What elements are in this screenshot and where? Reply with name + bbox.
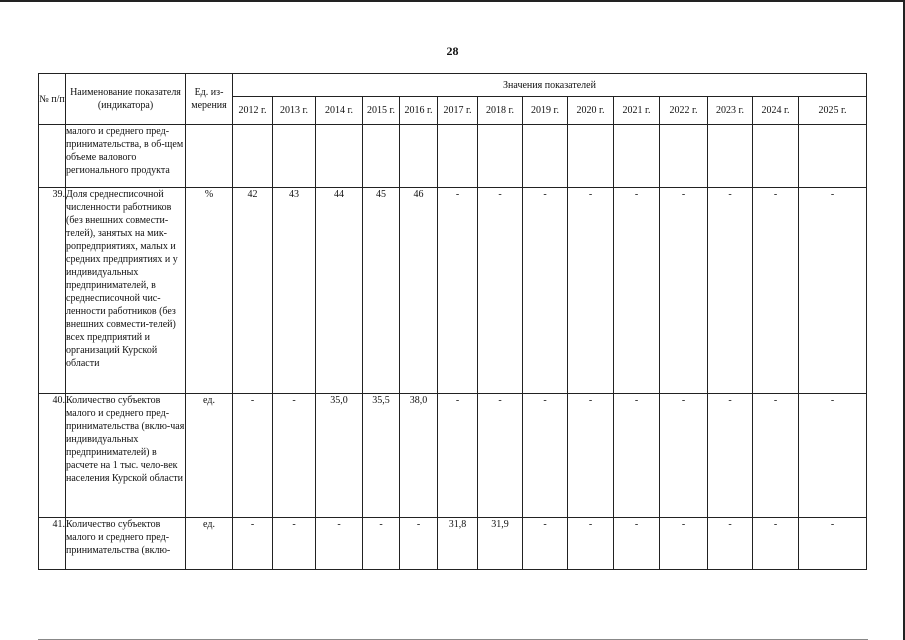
value-cell: 44: [316, 188, 363, 394]
year-header: 2019 г.: [523, 97, 568, 125]
value-cell: -: [568, 394, 614, 518]
value-cell: -: [273, 518, 316, 570]
value-cell: -: [708, 394, 753, 518]
row-number: 41.: [39, 518, 66, 570]
value-cell: -: [614, 394, 660, 518]
value-cell: -: [660, 188, 708, 394]
value-cell: -: [708, 188, 753, 394]
value-cell: 31,9: [478, 518, 523, 570]
value-cell: -: [568, 518, 614, 570]
row-number: 40.: [39, 394, 66, 518]
col-header-name: Наименование показателя (индикатора): [66, 74, 186, 125]
value-cell: -: [478, 394, 523, 518]
value-cell: -: [568, 188, 614, 394]
year-header: 2023 г.: [708, 97, 753, 125]
value-cell: -: [614, 518, 660, 570]
year-header: 2017 г.: [438, 97, 478, 125]
value-cell: -: [523, 394, 568, 518]
value-cell: 38,0: [400, 394, 438, 518]
table-row: [39, 518, 867, 570]
value-cell: 45: [363, 188, 400, 394]
year-header: 2018 г.: [478, 97, 523, 125]
indicators-table: [38, 73, 867, 570]
col-header-values-group: Значения показателей: [233, 74, 867, 97]
year-header: 2012 г.: [233, 97, 273, 125]
year-header: 2024 г.: [753, 97, 799, 125]
indicator-name: Количество субъектов малого и среднего пред-принимательства (вклю-: [66, 518, 186, 570]
value-cell: -: [799, 188, 867, 394]
continuation-row: [39, 125, 867, 188]
value-cell: -: [753, 394, 799, 518]
value-cell: 31,8: [438, 518, 478, 570]
table-row: [39, 188, 867, 394]
value-cell: 35,5: [363, 394, 400, 518]
value-cell: -: [523, 518, 568, 570]
value-cell: -: [363, 518, 400, 570]
page-number: 28: [446, 44, 459, 58]
value-cell: -: [753, 188, 799, 394]
table-row: [39, 394, 867, 518]
year-header: 2016 г.: [400, 97, 438, 125]
value-cell: 35,0: [316, 394, 363, 518]
value-cell: -: [400, 518, 438, 570]
year-header: 2015 г.: [363, 97, 400, 125]
value-cell: -: [233, 518, 273, 570]
year-header: 2013 г.: [273, 97, 316, 125]
value-cell: -: [799, 394, 867, 518]
indicator-name: Доля среднесписочной численности работников (без внешних совмести-телей), занятых на мик-ропредприятиях, малых и средних предприятиях и у индивидуальных предпринимателей, в среднесписочной чис-ленности работников (без внешних совмести-телей) всех предприятий и организаций Курской области: [66, 188, 186, 394]
row-number: 39.: [39, 188, 66, 394]
value-cell: -: [660, 518, 708, 570]
value-cell: -: [614, 188, 660, 394]
unit-cell: ед.: [186, 394, 233, 518]
value-cell: -: [316, 518, 363, 570]
value-cell: -: [799, 518, 867, 570]
value-cell: -: [753, 518, 799, 570]
year-header: 2021 г.: [614, 97, 660, 125]
value-cell: 42: [233, 188, 273, 394]
continuation-text: малого и среднего пред-принимательства, в об-щем объеме валового регионального продукта: [66, 125, 186, 188]
year-header: 2022 г.: [660, 97, 708, 125]
value-cell: -: [660, 394, 708, 518]
value-cell: -: [478, 188, 523, 394]
year-header: 2020 г.: [568, 97, 614, 125]
indicator-name: Количество субъектов малого и среднего пред-принимательства (вклю-чая индивидуальных предпринимателей) в расчете на 1 тыс. чело-век населения Курской области: [66, 394, 186, 518]
value-cell: -: [523, 188, 568, 394]
unit-cell: ед.: [186, 518, 233, 570]
col-header-unit: Ед. из-мерения: [186, 74, 233, 125]
value-cell: 46: [400, 188, 438, 394]
value-cell: -: [273, 394, 316, 518]
year-header: 2014 г.: [316, 97, 363, 125]
unit-cell: %: [186, 188, 233, 394]
col-header-num: № п/п: [39, 74, 66, 125]
value-cell: -: [233, 394, 273, 518]
value-cell: 43: [273, 188, 316, 394]
value-cell: -: [708, 518, 753, 570]
year-header: 2025 г.: [799, 97, 867, 125]
value-cell: -: [438, 394, 478, 518]
value-cell: -: [438, 188, 478, 394]
